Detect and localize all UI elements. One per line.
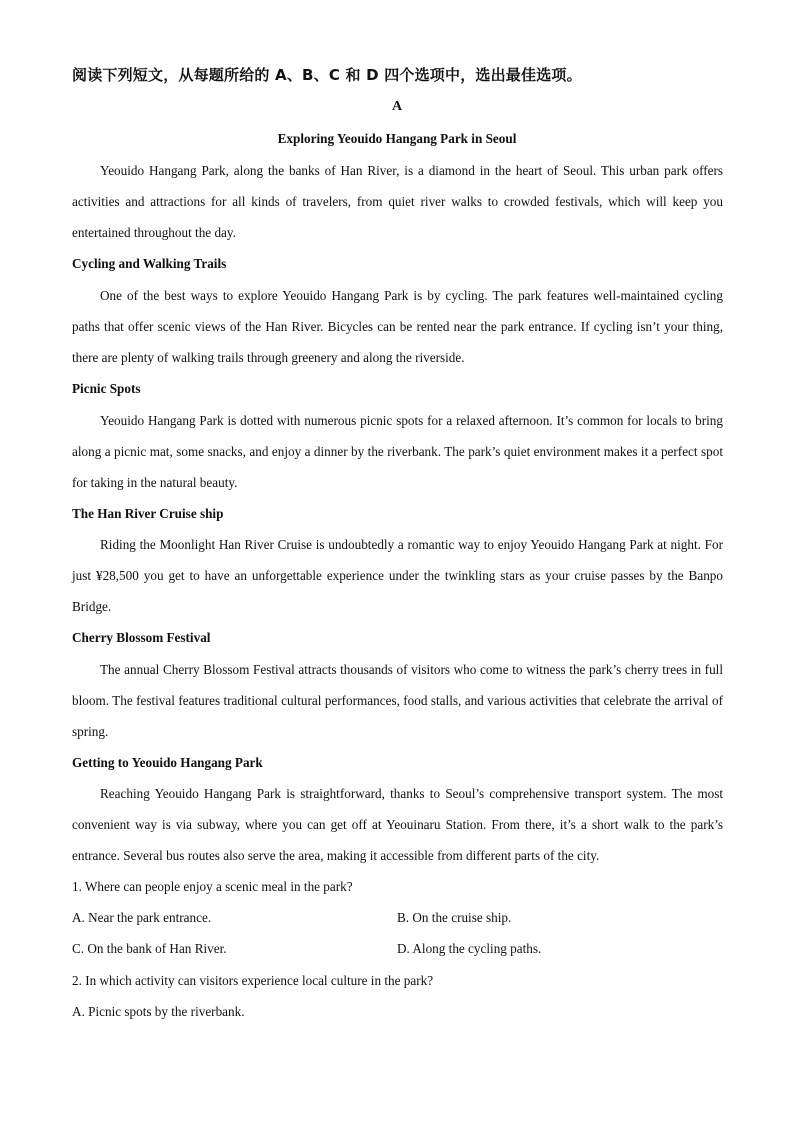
question-1-option-d[interactable]: D. Along the cycling paths. (397, 941, 542, 956)
section-heading-cherry: Cherry Blossom Festival (72, 630, 211, 645)
section-heading-getting: Getting to Yeouido Hangang Park (72, 755, 263, 770)
section-text-cycling: One of the best ways to explore Yeouido Hangang Park is by cycling. The park features well-maintained cycling paths that offer scenic views of the Han River. Bicycles can be rented near the park entrance. If cycling isn’t your thing, there are plenty of walking trails through greenery and along the riverside. (72, 288, 723, 366)
instruction-text: 阅读下列短文，从每题所给的 A、B、C 和 D 四个选项中，选出最佳选项。 (72, 66, 582, 84)
question-2-stem: 2. In which activity can visitors experience local culture in the park? (72, 973, 434, 988)
section-text-getting: Reaching Yeouido Hangang Park is straightforward, thanks to Seoul’s comprehensive transport system. The most convenient way is via subway, where you can get off at Yeouinaru Station. From there, it’s a short walk to the park’s entrance. Several bus routes also serve the area, making it accessible from different parts of the city. (72, 786, 723, 864)
passage-title: Exploring Yeouido Hangang Park in Seoul (277, 131, 517, 146)
section-text-cruise: Riding the Moonlight Han River Cruise is undoubtedly a romantic way to enjoy Yeouido Hangang Park at night. For just ¥28,500 you get to have an unforgettable experience under the twinkling stars as your cruise passes by the Banpo Bridge. (72, 537, 723, 615)
section-letter: A (391, 99, 403, 114)
intro-paragraph: Yeouido Hangang Park, along the banks of Han River, is a diamond in the heart of Seoul. This urban park offers activities and attractions for all kinds of travelers, from quiet river walks to crowded festivals, which will keep you entertained throughout the day. (72, 163, 723, 241)
question-1-option-c[interactable]: C. On the bank of Han River. (72, 941, 227, 956)
section-heading-picnic: Picnic Spots (72, 381, 141, 396)
question-1-option-b[interactable]: B. On the cruise ship. (397, 910, 512, 925)
section-text-cherry: The annual Cherry Blossom Festival attracts thousands of visitors who come to witness the park’s cherry trees in full bloom. The festival features traditional cultural performances, food stalls, and various activities that celebrate the arrival of spring. (72, 662, 723, 740)
question-1-stem: 1. Where can people enjoy a scenic meal in the park? (72, 879, 353, 894)
section-heading-cycling: Cycling and Walking Trails (72, 256, 227, 271)
section-text-picnic: Yeouido Hangang Park is dotted with numerous picnic spots for a relaxed afternoon. It’s common for locals to bring along a picnic mat, some snacks, and enjoy a dinner by the riverbank. The park’s quiet environment makes it a perfect spot for taking in the natural beauty. (72, 413, 723, 491)
section-heading-cruise: The Han River Cruise ship (72, 506, 224, 521)
question-1-option-a[interactable]: A. Near the park entrance. (72, 910, 212, 925)
question-2-option-a[interactable]: A. Picnic spots by the riverbank. (72, 1004, 245, 1019)
